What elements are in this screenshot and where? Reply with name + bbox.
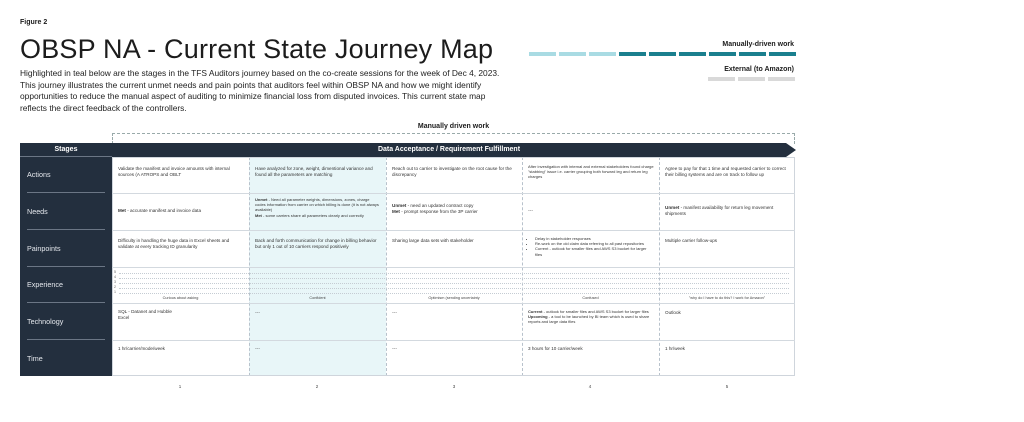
col1-needs: [118, 208, 244, 214]
manual-band-label: Manually driven work: [417, 123, 490, 130]
legend-swatch: [679, 52, 706, 56]
figure-label: Figure 2: [20, 19, 48, 26]
col1-time: 1 hr/carrier/mode/week: [118, 346, 165, 351]
needs-text: - Need all parameter weights, dimensions, zones, charge codes information from carrier on which billing is done (it is not always available): [255, 197, 379, 213]
row-label-experience: Experience: [27, 267, 105, 303]
legend-swatch: [768, 77, 795, 81]
experience-scale: [114, 270, 116, 295]
stages-header: Stages: [20, 143, 112, 157]
legend-swatch: [738, 77, 765, 81]
col1-painpoints: Difficulty in handling the huge data in Excel sheets and validate at every tracking ID granularity: [118, 238, 230, 249]
col2-actions: Have analyzed for zone, weight, dimentional variance and found all the parameters are matching: [255, 166, 373, 177]
intro-paragraph: Highlighted in teal below are the stages in the TFS Auditors journey based on the co-create sessions for the week of Dec 4, 2023. This journey illustrates the current unmet needs and pain points that auditors feel within OBSP NA and how we might identify opportunities to reduce the manual aspect of auditing to minimize financial loss from disputed invoices. This current state map reflects the direct feedback of the controllers.: [20, 68, 500, 113]
needs-status: Unmet: [392, 203, 407, 208]
experience-guide: [119, 283, 789, 284]
scale-tick: 2: [114, 285, 116, 289]
needs-text: - some carriers share all parameters clearly and correctly: [261, 212, 364, 218]
col2-technology: ---: [255, 310, 260, 316]
col1-actions: Validate the manifest and invoice amounts with internal sources (A ATROPS and OBLT: [118, 166, 230, 177]
col5-painpoints: Multiple carrier follow-ups: [665, 238, 718, 243]
tech-text: - a tool to be launched by BI team which is used to share reports and large data files: [528, 314, 650, 325]
col5-technology: Outlook: [665, 310, 681, 315]
scale-tick: 4: [114, 275, 116, 279]
col3-time: ---: [392, 346, 397, 352]
legend-external-swatches: [708, 77, 795, 81]
legend-swatch: [739, 52, 766, 56]
legend-swatch: [649, 52, 676, 56]
legend-swatch: [619, 52, 646, 56]
needs-status: Met: [255, 212, 262, 218]
row-divider: [112, 303, 795, 304]
legend-swatch: [708, 77, 735, 81]
tech-item: SQL - Datanet and Hubble: [118, 309, 172, 314]
phase-arrow-icon: [786, 143, 796, 157]
needs-status: Unmet: [665, 205, 680, 210]
scale-tick: 5: [114, 270, 116, 274]
column-number: 3: [452, 384, 456, 389]
col3-technology: ---: [392, 310, 397, 316]
row-label-actions: Actions: [27, 157, 105, 193]
row-divider: [112, 230, 795, 231]
col4-needs: ---: [528, 208, 533, 214]
tech-status: Current: [528, 309, 543, 314]
col5-actions: Agree to pay for that 1 time and requested carrier to correct their billing systems and are on track to follow up: [665, 166, 786, 177]
legend-swatch: [529, 52, 556, 56]
col4-time: 3 hours for 10 carrier/week: [528, 346, 583, 351]
col1-experience: Curious about asking: [162, 296, 199, 300]
col1-technology: [118, 309, 244, 321]
column-number: 2: [315, 384, 319, 389]
needs-status: Unmet: [255, 197, 268, 202]
row-divider: [112, 193, 795, 194]
col3-actions: Reach out to carrier to investigate on the root cause for the discrepancy: [392, 166, 512, 177]
col4-actions: After investigation with internal and external stakeholders found charge "stabbing" issue i.e. carrier grouping both forward leg and return leg charges: [528, 164, 654, 180]
experience-guide: [119, 273, 789, 274]
col3-painpoints: Sharing large data sets with stakeholder: [392, 238, 474, 243]
legend-swatch: [709, 52, 736, 56]
needs-text: - manifest availability for return leg movement shipments: [665, 205, 774, 216]
legend-manual-swatches: [529, 52, 796, 56]
col5-needs: [665, 205, 790, 217]
scale-tick: 1: [114, 290, 116, 294]
painpoint-item: • Delay in stakeholder responses: [535, 236, 654, 241]
col2-painpoints: Back and forth communication for change in billing behavior but only 1 out of 10 carriers respond positively: [255, 238, 377, 249]
legend-swatch: [589, 52, 616, 56]
col2-experience: Confident: [309, 296, 326, 300]
col5-experience: "why do I have to do this? I work for Amazon": [688, 296, 766, 300]
page-title: OBSP NA - Current State Journey Map: [20, 34, 494, 64]
phase-header: Data Acceptance / Requirement Fulfillment: [112, 143, 786, 157]
row-divider: [112, 340, 795, 341]
scale-tick: 3: [114, 280, 116, 284]
col2-time: ---: [255, 346, 260, 352]
column-number: 1: [178, 384, 182, 389]
legend-manual-label: Manually-driven work: [722, 41, 794, 48]
needs-text: - prompt response from the 3P carrier: [399, 209, 478, 214]
row-label-painpoints: Painpoints: [27, 230, 105, 267]
row-label-time: Time: [27, 353, 43, 363]
column-number: 5: [725, 384, 729, 389]
tech-item: Excel: [118, 315, 130, 320]
row-label-needs: Needs: [27, 193, 105, 230]
row-label-technology: Technology: [27, 303, 105, 340]
painpoint-item: • Re-work on the old claim data referring to all past repositories: [535, 241, 654, 246]
needs-text: - accurate manifest and invoice data: [125, 208, 201, 213]
tech-text: - outlook for smaller files and AWS S3 bucket for larger files: [542, 309, 649, 314]
col2-needs: [255, 197, 381, 218]
legend-swatch: [559, 52, 586, 56]
col4-technology: [528, 309, 654, 325]
needs-status: Met: [118, 208, 126, 213]
tech-status: Upcoming: [528, 314, 548, 320]
col5-time: 1 hr/week: [665, 346, 685, 351]
column-number: 4: [588, 384, 592, 389]
legend-external-label: External (to Amazon): [724, 66, 794, 73]
experience-guide: [119, 278, 789, 279]
col4-painpoints: [528, 236, 654, 257]
col3-experience: Optimism (sending uncertainty: [428, 296, 480, 300]
painpoint-item: • Current - outlook for smaller files and AWS S3 bucket for larger files: [535, 246, 654, 256]
needs-text: - need an updated contract copy: [406, 203, 474, 208]
col4-experience: Confused: [582, 296, 599, 300]
row-divider: [112, 267, 795, 268]
col3-needs: [392, 203, 517, 215]
experience-guide: [119, 293, 789, 294]
experience-guide: [119, 288, 789, 289]
needs-status: Met: [392, 209, 400, 214]
legend-swatch: [769, 52, 796, 56]
